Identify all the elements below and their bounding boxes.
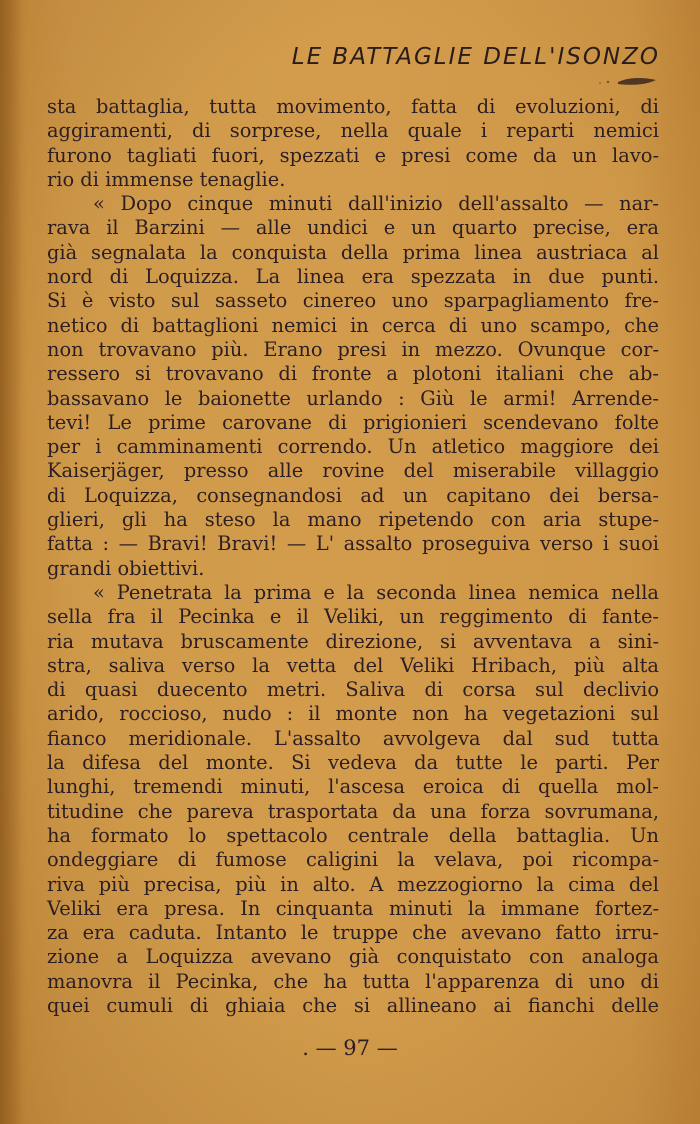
text-line: riva più precisa, più in alto. A mezzogiorno la cima del	[47, 872, 659, 896]
text-line: Si è visto sul sasseto cinereo uno sparpagliamento fre-	[47, 289, 659, 313]
text-line: stra, saliva verso la vetta del Veliki Hribach, più alta	[47, 653, 659, 677]
printer-ornament-icon	[578, 76, 658, 88]
text-line: fianco meridionale. L'assalto avvolgeva dal sud tutta	[47, 726, 659, 750]
text-line: arido, roccioso, nudo : il monte non ha vegetazioni sul	[47, 702, 659, 726]
text-line: tevi! Le prime carovane di prigionieri scendevano folte	[47, 410, 659, 434]
text-line: sella fra il Pecinka e il Veliki, un reggimento di fante-	[47, 605, 659, 629]
text-line: lunghi, tremendi minuti, l'ascesa eroica di quella mol-	[47, 775, 659, 799]
text-line: ha formato lo spettacolo centrale della battaglia. Un	[47, 823, 659, 847]
text-line: di Loquizza, consegnandosi ad un capitano dei bersa-	[47, 483, 659, 507]
text-line: aggiramenti, di sorprese, nella quale i reparti nemici	[47, 119, 659, 143]
text-line: netico di battaglioni nemici in cerca di uno scampo, che	[47, 313, 659, 337]
text-line: glieri, gli ha steso la mano ripetendo con aria stupe-	[47, 508, 659, 532]
text-line: bassavano le baionette urlando : Giù le armi! Arrende-	[47, 386, 659, 410]
text-line: rio di immense tenaglie.	[47, 167, 286, 191]
running-title: LE BATTAGLIE DELL'ISONZO	[291, 44, 660, 70]
text-line: Kaiserjäger, presso alle rovine del miserabile villaggio	[47, 459, 659, 483]
text-line: grandi obiettivi.	[47, 556, 205, 580]
text-line: fatta : — Bravi! Bravi! — L' assalto proseguiva verso i suoi	[47, 532, 659, 556]
text-line: ria mutava bruscamente direzione, si avventava a sini-	[47, 629, 659, 653]
text-line: già segnalata la conquista della prima linea austriaca al	[47, 240, 659, 264]
text-line: ressero si trovavano di fronte a plotoni italiani che ab-	[47, 362, 659, 386]
text-line: sta battaglia, tutta movimento, fatta di evoluzioni, di	[47, 95, 659, 118]
page-number: . — 97 —	[302, 1036, 398, 1060]
text-line: « Dopo cinque minuti dall'inizio dell'assalto — nar-	[93, 192, 659, 216]
text-line: nord di Loquizza. La linea era spezzata in due punti.	[47, 265, 659, 289]
text-line: zione a Loquizza avevano già conquistato con analoga	[47, 945, 659, 969]
text-line: furono tagliati fuori, spezzati e presi come da un lavo-	[47, 143, 659, 167]
text-line: di quasi duecento metri. Saliva di corsa sul declivio	[47, 678, 659, 702]
text-line: manovra il Pecinka, che ha tutta l'apparenza di uno di	[47, 969, 659, 993]
text-line: ondeggiare di fumose caligini la velava, poi ricompa-	[47, 848, 659, 872]
text-line: la difesa del monte. Si vedeva da tutte le parti. Per	[47, 751, 659, 775]
text-line: rava il Barzini — alle undici e un quarto precise, era	[47, 216, 659, 240]
page-body-text	[47, 95, 659, 1018]
text-line: per i camminamenti correndo. Un atletico maggiore dei	[47, 435, 659, 459]
text-line: non trovavano più. Erano presi in mezzo. Ovunque cor-	[47, 337, 659, 361]
text-line: titudine che pareva trasportata da una forza sovrumana,	[47, 799, 659, 823]
text-line: za era caduta. Intanto le truppe che avevano fatto irru-	[47, 921, 659, 945]
text-line: Veliki era presa. In cinquanta minuti la immane fortez-	[47, 896, 659, 920]
text-line: « Penetrata la prima e la seconda linea nemica nella	[93, 580, 659, 604]
text-line: quei cumuli di ghiaia che si allineano ai fianchi delle	[47, 993, 659, 1017]
